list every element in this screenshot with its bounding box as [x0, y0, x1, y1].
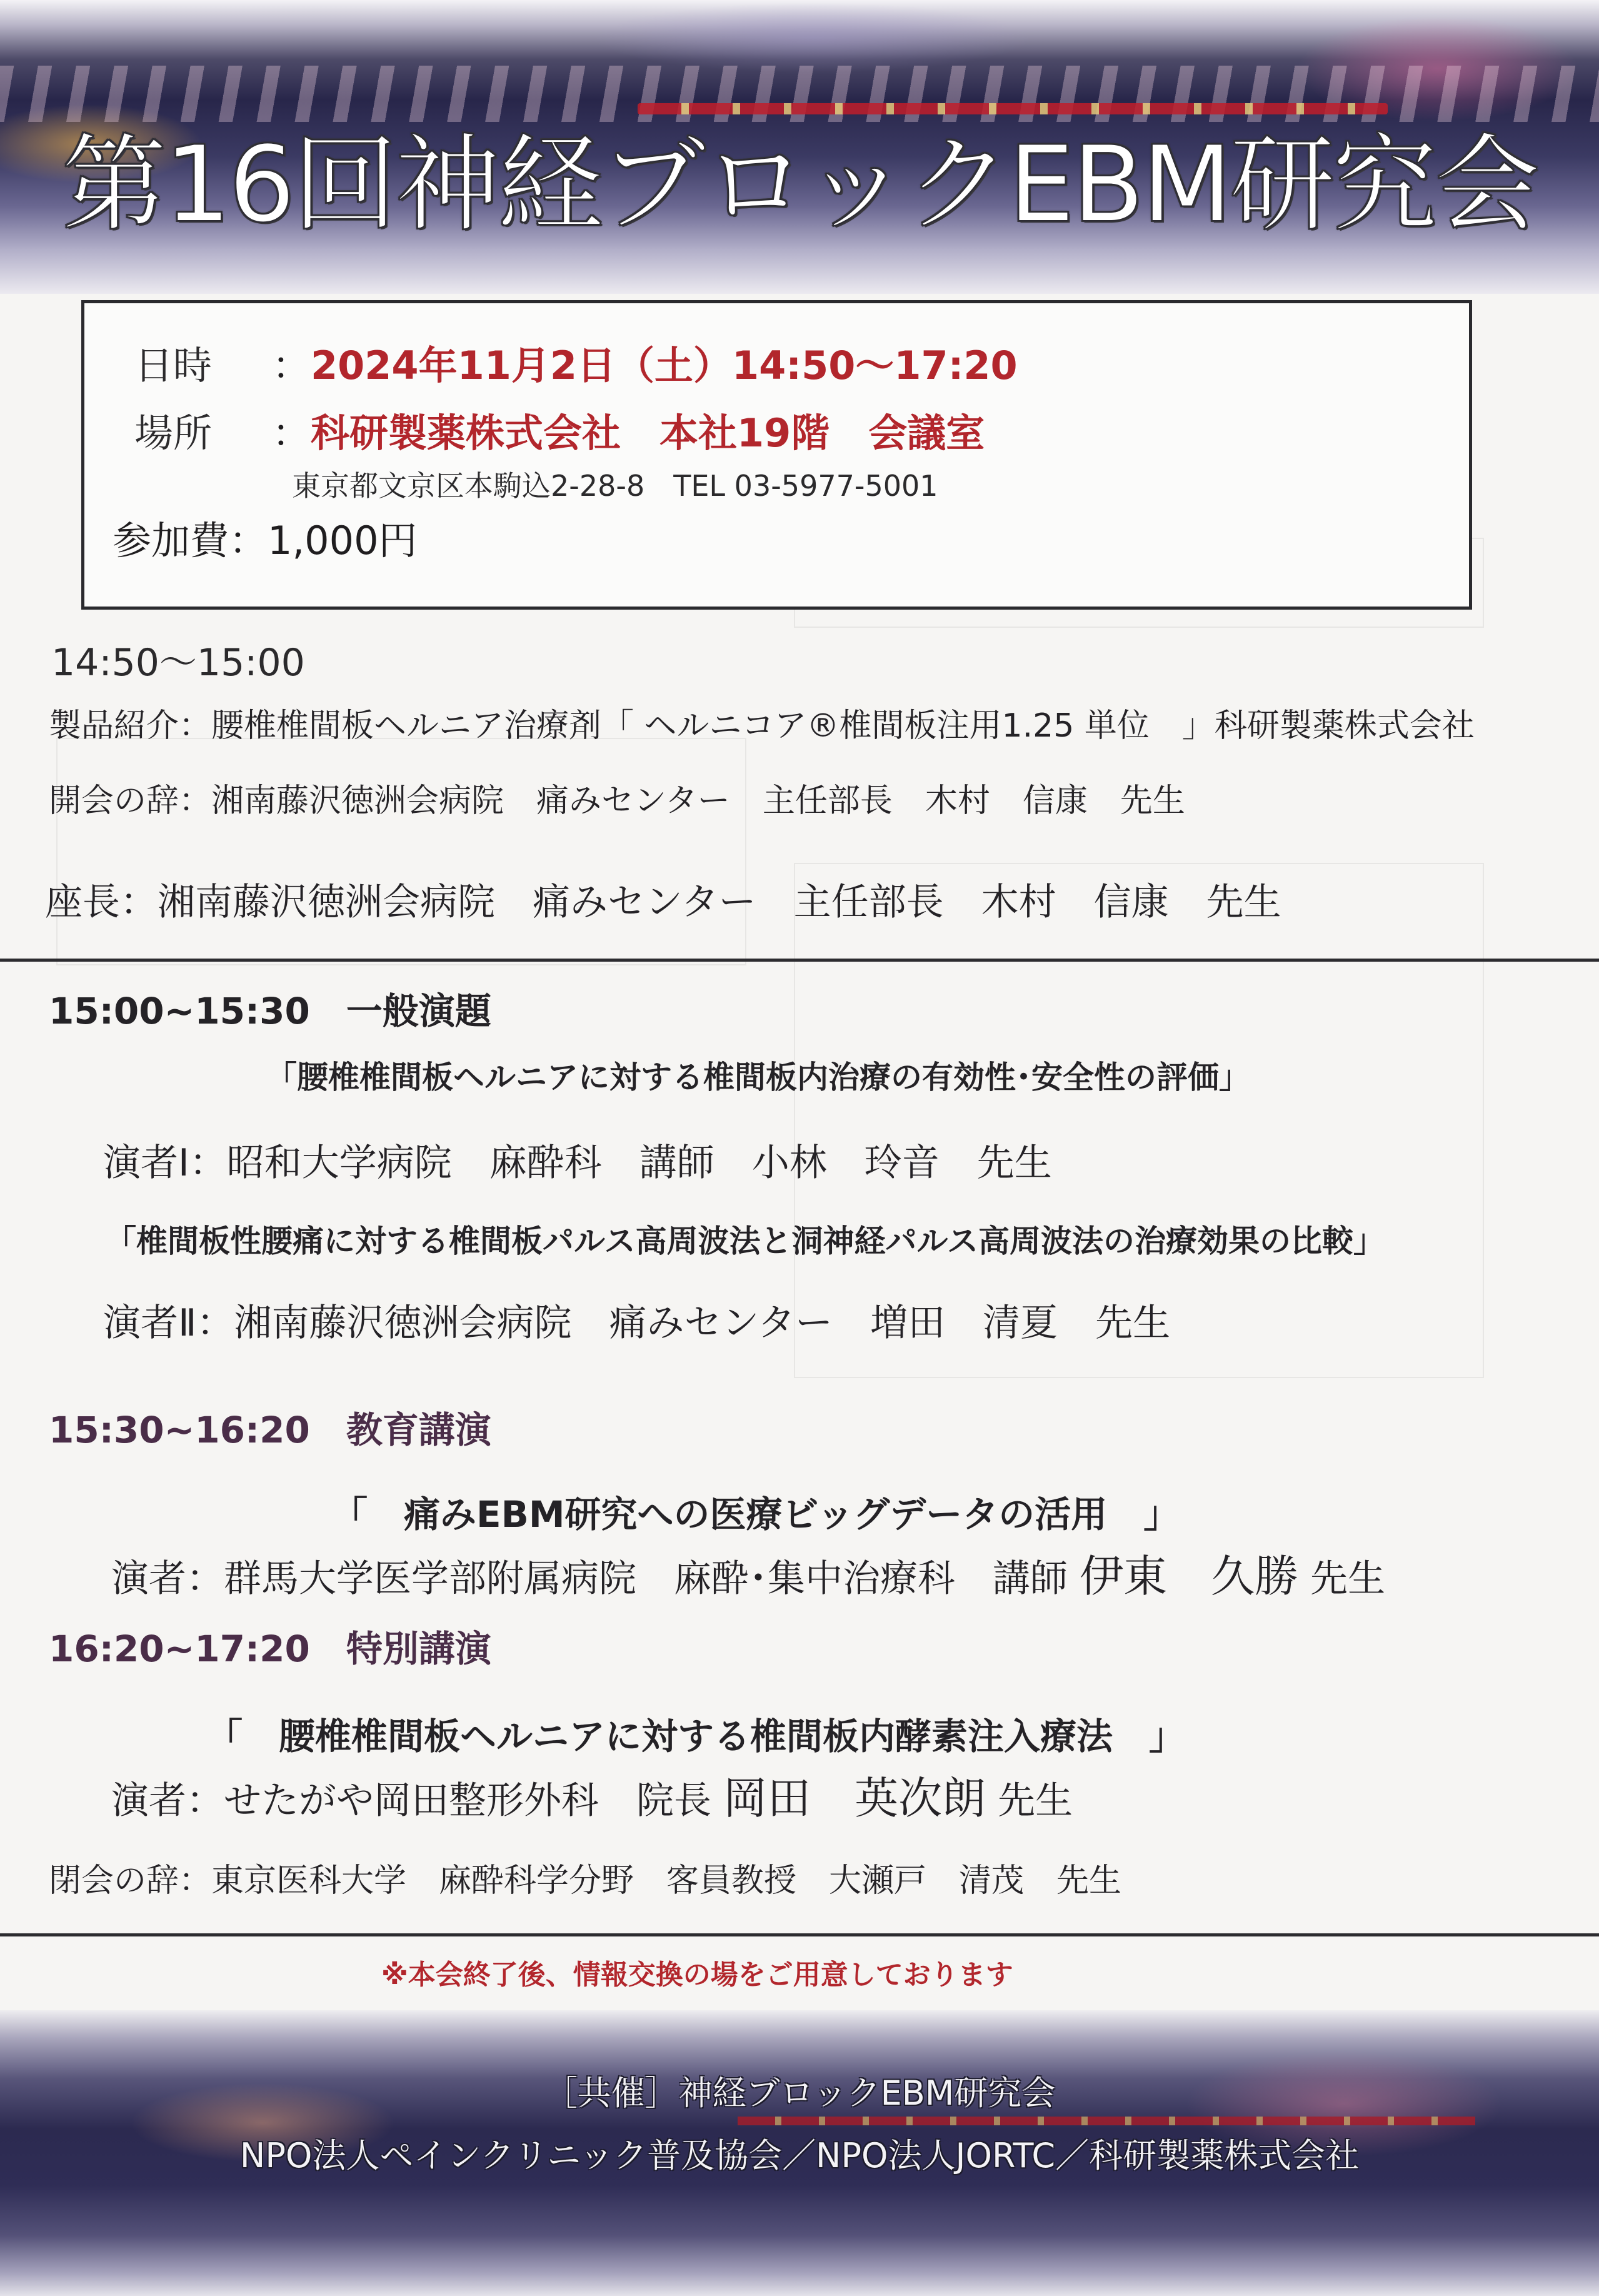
special-speaker-affiliation: 演者：せたがや岡田整形外科 院長 [111, 1779, 711, 1823]
special-lecture-title: 「 腰椎椎間板ヘルニアに対する椎間板内酵素注入療法 」 [206, 1715, 1186, 1758]
place-value: 科研製薬株式会社 本社19階 会議室 [311, 410, 985, 456]
chairperson: 座長：湘南藤沢徳洲会病院 痛みセンター 主任部長 木村 信康 先生 [45, 880, 1281, 924]
general-speaker-2: 演者Ⅱ：湘南藤沢徳洲会病院 痛みセンター 増田 清夏 先生 [103, 1301, 1171, 1345]
place-label: 場所 [134, 410, 213, 456]
section-divider-top [0, 959, 1599, 962]
general-session-heading: 15:00~15:30 一般演題 [49, 990, 491, 1032]
closing-remarks: 閉会の辞：東京医科大学 麻酔科学分野 客員教授 大瀬戸 清茂 先生 [49, 1862, 1122, 1900]
opening-remarks: 開会の辞：湘南藤沢徳洲会病院 痛みセンター 主任部長 木村 信康 先生 [49, 782, 1185, 820]
education-speaker-name: 伊東 久勝 [1080, 1551, 1299, 1602]
special-speaker [111, 1763, 1073, 1826]
event-info-box [81, 300, 1472, 610]
place-row [134, 408, 985, 458]
footer-banner [0, 2010, 1599, 2296]
date-value: 2024年11月2日（土）14:50～17:20 [311, 343, 1018, 388]
general-speaker-1: 演者Ⅰ：昭和大学病院 麻酔科 講師 小林 玲音 先生 [103, 1141, 1052, 1185]
bridge-decoration [738, 2117, 1475, 2125]
special-speaker-honorific: 先生 [998, 1779, 1073, 1823]
education-lecture-heading: 15:30~16:20 教育講演 [49, 1409, 491, 1451]
product-intro: 製品紹介：腰椎椎間板ヘルニア治療剤「 ヘルニコア®椎間板注用1.25 単位 」科研製薬株式会社 [49, 707, 1475, 745]
background-ghost-table [56, 738, 746, 965]
education-lecture-title: 「 痛みEBM研究への医療ビッグデータの活用 」 [331, 1493, 1180, 1536]
bridge-decoration [638, 103, 1388, 114]
opening-time: 14:50～15:00 [51, 641, 305, 685]
education-speaker-honorific: 先生 [1310, 1557, 1386, 1601]
place-colon: ： [272, 410, 311, 456]
special-speaker-name: 岡田 英次朗 [723, 1773, 986, 1824]
date-colon: ： [272, 343, 311, 388]
event-title: 第16回神経ブロックEBM研究会 [61, 123, 1538, 246]
fee-colon: ： [229, 518, 268, 563]
fee-label: 参加費 [113, 518, 229, 563]
place-address: 東京都文京区本駒込2-28-8 TEL 03-5977-5001 [292, 469, 938, 503]
organizations-line: NPO法人ペインクリニック普及協会／NPO法人JORTC／科研製薬株式会社 [239, 2136, 1360, 2175]
general-lecture-1-title: 「腰椎椎間板ヘルニアに対する椎間板内治療の有効性･安全性の評価」 [266, 1059, 1250, 1095]
fee-value: 1,000円 [268, 518, 418, 563]
special-lecture-heading: 16:20~17:20 特別講演 [49, 1628, 491, 1670]
networking-notice: ※本会終了後、情報交換の場をご用意しております [381, 1959, 1013, 1991]
fee-row [113, 516, 418, 566]
education-speaker-affiliation: 演者：群馬大学医学部附属病院 麻酔･集中治療科 講師 [111, 1557, 1068, 1601]
date-label: 日時 [134, 343, 213, 388]
cohost-line: ［共催］神経ブロックEBM研究会 [543, 2073, 1056, 2113]
header-banner [0, 0, 1599, 294]
section-divider-bottom [0, 1933, 1599, 1936]
general-lecture-2-title: 「椎間板性腰痛に対する椎間板パルス高周波法と洞神経パルス高周波法の治療効果の比較」 [105, 1223, 1385, 1259]
date-row [134, 341, 1018, 391]
education-speaker [111, 1541, 1385, 1604]
